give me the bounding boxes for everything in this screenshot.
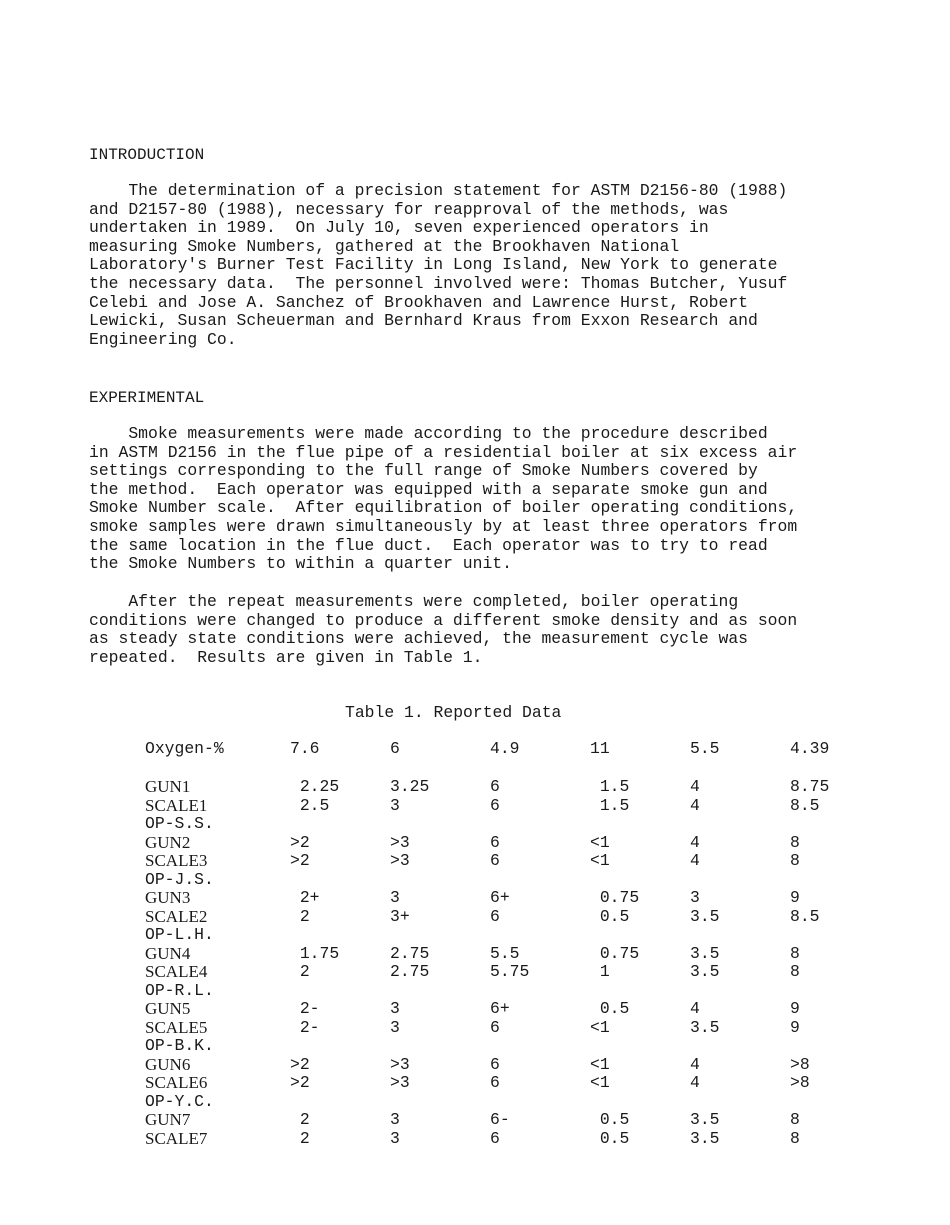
paragraph-line: Celebi and Jose A. Sanchez of Brookhaven and Lawrence Hurst, Robert [89, 292, 749, 312]
paragraph-line: Laboratory's Burner Test Facility in Long Island, New York to generate [89, 255, 778, 275]
table-row [0, 1056, 950, 1075]
value-cell: 3 [390, 1128, 400, 1148]
table-row [0, 797, 950, 816]
introduction-heading: INTRODUCTION [89, 146, 205, 164]
value-cell: 0.5 [590, 999, 630, 1018]
table-row [0, 963, 950, 982]
value-cell: 3.5 [690, 943, 720, 963]
header-cell: Oxygen-% [145, 739, 224, 758]
value-cell: 3 [390, 888, 400, 907]
paragraph-line: measuring Smoke Numbers, gathered at the Brookhaven National [89, 236, 680, 256]
value-cell: 6 [490, 832, 500, 852]
paragraph-line: in ASTM D2156 in the flue pipe of a residential boiler at six excess air [89, 442, 798, 462]
paragraph-line: undertaken in 1989. On July 10, seven experienced operators in [89, 218, 709, 238]
paragraph-line: settings corresponding to the full range of Smoke Numbers covered by [89, 461, 758, 481]
value-cell: 3.25 [390, 777, 430, 796]
value-cell: 4 [690, 999, 700, 1018]
table-header-row [0, 740, 950, 759]
value-cell: 2 [290, 1128, 310, 1148]
value-cell: 8.5 [790, 795, 820, 815]
value-cell: >3 [390, 1073, 410, 1092]
value-cell: 6- [490, 1110, 510, 1129]
value-cell: 5.75 [490, 962, 530, 981]
paragraph-line: the Smoke Numbers to within a quarter unit. [89, 554, 512, 574]
value-cell: 9 [790, 1017, 800, 1037]
row-label-cell: SCALE2 [145, 906, 208, 926]
value-cell: >2 [290, 851, 310, 870]
value-cell: 9 [790, 999, 800, 1018]
paragraph-line: Smoke Number scale. After equilibration of boiler operating conditions, [89, 498, 798, 518]
header-cell: 5.5 [690, 739, 720, 758]
row-label-cell: GUN2 [145, 832, 191, 852]
row-label-cell: GUN3 [145, 888, 191, 907]
paragraph-line: as steady state conditions were achieved, the measurement cycle was [89, 629, 749, 649]
paragraph-line: Smoke measurements were made according to the procedure described [89, 424, 768, 443]
value-cell: 6 [490, 1054, 500, 1074]
value-cell: 0.5 [590, 1128, 630, 1148]
experimental-paragraph-1 [89, 425, 909, 574]
value-cell: 2 [290, 906, 310, 926]
value-cell: 3.5 [690, 1128, 720, 1148]
value-cell: 2.25 [290, 777, 340, 796]
value-cell: 2.75 [390, 962, 430, 981]
row-label-cell: SCALE3 [145, 851, 208, 870]
value-cell: 3.5 [690, 962, 720, 981]
row-label-cell: OP-B.K. [145, 1036, 214, 1055]
value-cell: <1 [590, 832, 610, 852]
value-cell: 3 [390, 795, 400, 815]
paragraph-line: The determination of a precision statement for ASTM D2156-80 (1988) [89, 181, 788, 200]
value-cell: 4 [690, 851, 700, 870]
row-label-cell: OP-L.H. [145, 925, 214, 944]
paragraph-line: the same location in the flue duct. Each operator was to try to read [89, 535, 768, 555]
value-cell: >3 [390, 832, 410, 852]
value-cell: 1 [590, 962, 610, 981]
value-cell: 3.5 [690, 1110, 720, 1129]
row-label-cell: SCALE6 [145, 1073, 208, 1092]
value-cell: >3 [390, 851, 410, 870]
table-row [0, 871, 950, 890]
value-cell: 4 [690, 777, 700, 796]
value-cell: <1 [590, 851, 610, 870]
value-cell: >2 [290, 1073, 310, 1092]
value-cell: 0.75 [590, 888, 640, 907]
table-row [0, 1019, 950, 1038]
table-row [0, 982, 950, 1001]
table-row [0, 908, 950, 927]
value-cell: <1 [590, 1073, 610, 1092]
value-cell: 6+ [490, 999, 510, 1018]
value-cell: 3+ [390, 906, 410, 926]
value-cell: 3.5 [690, 1017, 720, 1037]
value-cell: 2.75 [390, 943, 430, 963]
value-cell: 6 [490, 851, 500, 870]
value-cell: 6+ [490, 888, 510, 907]
table-caption: Table 1. Reported Data [345, 703, 562, 722]
experimental-paragraph-2 [89, 593, 909, 667]
value-cell: 9 [790, 888, 800, 907]
paragraph-line: the method. Each operator was equipped with a separate smoke gun and [89, 479, 768, 499]
row-label-cell: OP-Y.C. [145, 1091, 214, 1111]
row-label-cell: GUN6 [145, 1054, 191, 1074]
value-cell: 2+ [290, 888, 320, 907]
table-row [0, 926, 950, 945]
value-cell: 3 [390, 1110, 400, 1129]
header-cell: 4.39 [790, 739, 830, 758]
paragraph-line: repeated. Results are given in Table 1. [89, 647, 483, 667]
paragraph-line: Engineering Co. [89, 329, 237, 349]
row-label-cell: GUN1 [145, 777, 191, 796]
value-cell: 0.75 [590, 943, 640, 963]
table-row [0, 852, 950, 871]
value-cell: 8.5 [790, 906, 820, 926]
row-label-cell: SCALE4 [145, 962, 208, 981]
row-label-cell: GUN4 [145, 943, 191, 963]
introduction-paragraph [89, 182, 909, 349]
value-cell: 2.5 [290, 795, 330, 815]
header-cell: 6 [390, 739, 400, 758]
value-cell: >2 [290, 832, 310, 852]
row-label-cell: GUN7 [145, 1110, 191, 1129]
value-cell: 8 [790, 1110, 800, 1129]
value-cell: 8 [790, 1128, 800, 1148]
table-row [0, 1000, 950, 1019]
value-cell: 1.5 [590, 795, 630, 815]
value-cell: <1 [590, 1054, 610, 1074]
value-cell: <1 [590, 1017, 610, 1037]
value-cell: 8 [790, 962, 800, 981]
row-label-cell: OP-J.S. [145, 869, 214, 889]
row-label-cell: OP-S.S. [145, 814, 214, 833]
row-label-cell: SCALE7 [145, 1128, 208, 1148]
value-cell: 4 [690, 832, 700, 852]
table-row [0, 1111, 950, 1130]
header-cell: 4.9 [490, 739, 520, 758]
value-cell: 5.5 [490, 943, 520, 963]
value-cell: 3 [390, 999, 400, 1018]
table-row [0, 834, 950, 853]
paragraph-line: the necessary data. The personnel involved were: Thomas Butcher, Yusuf [89, 273, 788, 293]
paragraph-line: conditions were changed to produce a different smoke density and as soon [89, 610, 798, 630]
value-cell: 4 [690, 1054, 700, 1074]
value-cell: 6 [490, 777, 500, 796]
value-cell: 6 [490, 795, 500, 815]
value-cell: 4 [690, 1073, 700, 1092]
value-cell: >8 [790, 1073, 810, 1092]
table-row [0, 1037, 950, 1056]
value-cell: 2 [290, 962, 310, 981]
table-row [0, 889, 950, 908]
value-cell: 2- [290, 999, 320, 1018]
table-row [0, 1130, 950, 1149]
table-row [0, 778, 950, 797]
header-cell: 11 [590, 739, 610, 758]
table-row [0, 1093, 950, 1112]
value-cell: >8 [790, 1054, 810, 1074]
row-label-cell: SCALE1 [145, 795, 208, 815]
value-cell: 2- [290, 1017, 320, 1037]
value-cell: 8 [790, 832, 800, 852]
value-cell: >3 [390, 1054, 410, 1074]
value-cell: 6 [490, 1073, 500, 1092]
value-cell: 2 [290, 1110, 310, 1129]
paragraph-line: After the repeat measurements were completed, boiler operating [89, 592, 739, 611]
value-cell: 8 [790, 943, 800, 963]
paragraph-line: smoke samples were drawn simultaneously by at least three operators from [89, 516, 798, 536]
value-cell: 0.5 [590, 1110, 630, 1129]
value-cell: 8 [790, 851, 800, 870]
experimental-heading: EXPERIMENTAL [89, 389, 205, 407]
table-row [0, 945, 950, 964]
paragraph-line: and D2157-80 (1988), necessary for reapproval of the methods, was [89, 199, 729, 219]
value-cell: 4 [690, 795, 700, 815]
row-label-cell: OP-R.L. [145, 980, 214, 1000]
value-cell: 6 [490, 1017, 500, 1037]
value-cell: 0.5 [590, 906, 630, 926]
value-cell: 1.75 [290, 943, 340, 963]
value-cell: 6 [490, 906, 500, 926]
value-cell: 8.75 [790, 777, 830, 796]
value-cell: 3 [390, 1017, 400, 1037]
header-cell: 7.6 [290, 739, 320, 758]
value-cell: 1.5 [590, 777, 630, 796]
table-row [0, 1074, 950, 1093]
paragraph-line: Lewicki, Susan Scheuerman and Bernhard Kraus from Exxon Research and [89, 311, 758, 331]
row-label-cell: SCALE5 [145, 1017, 208, 1037]
value-cell: 3.5 [690, 906, 720, 926]
value-cell: 3 [690, 888, 700, 907]
row-label-cell: GUN5 [145, 999, 191, 1018]
value-cell: >2 [290, 1054, 310, 1074]
table-row [0, 815, 950, 834]
value-cell: 6 [490, 1128, 500, 1148]
